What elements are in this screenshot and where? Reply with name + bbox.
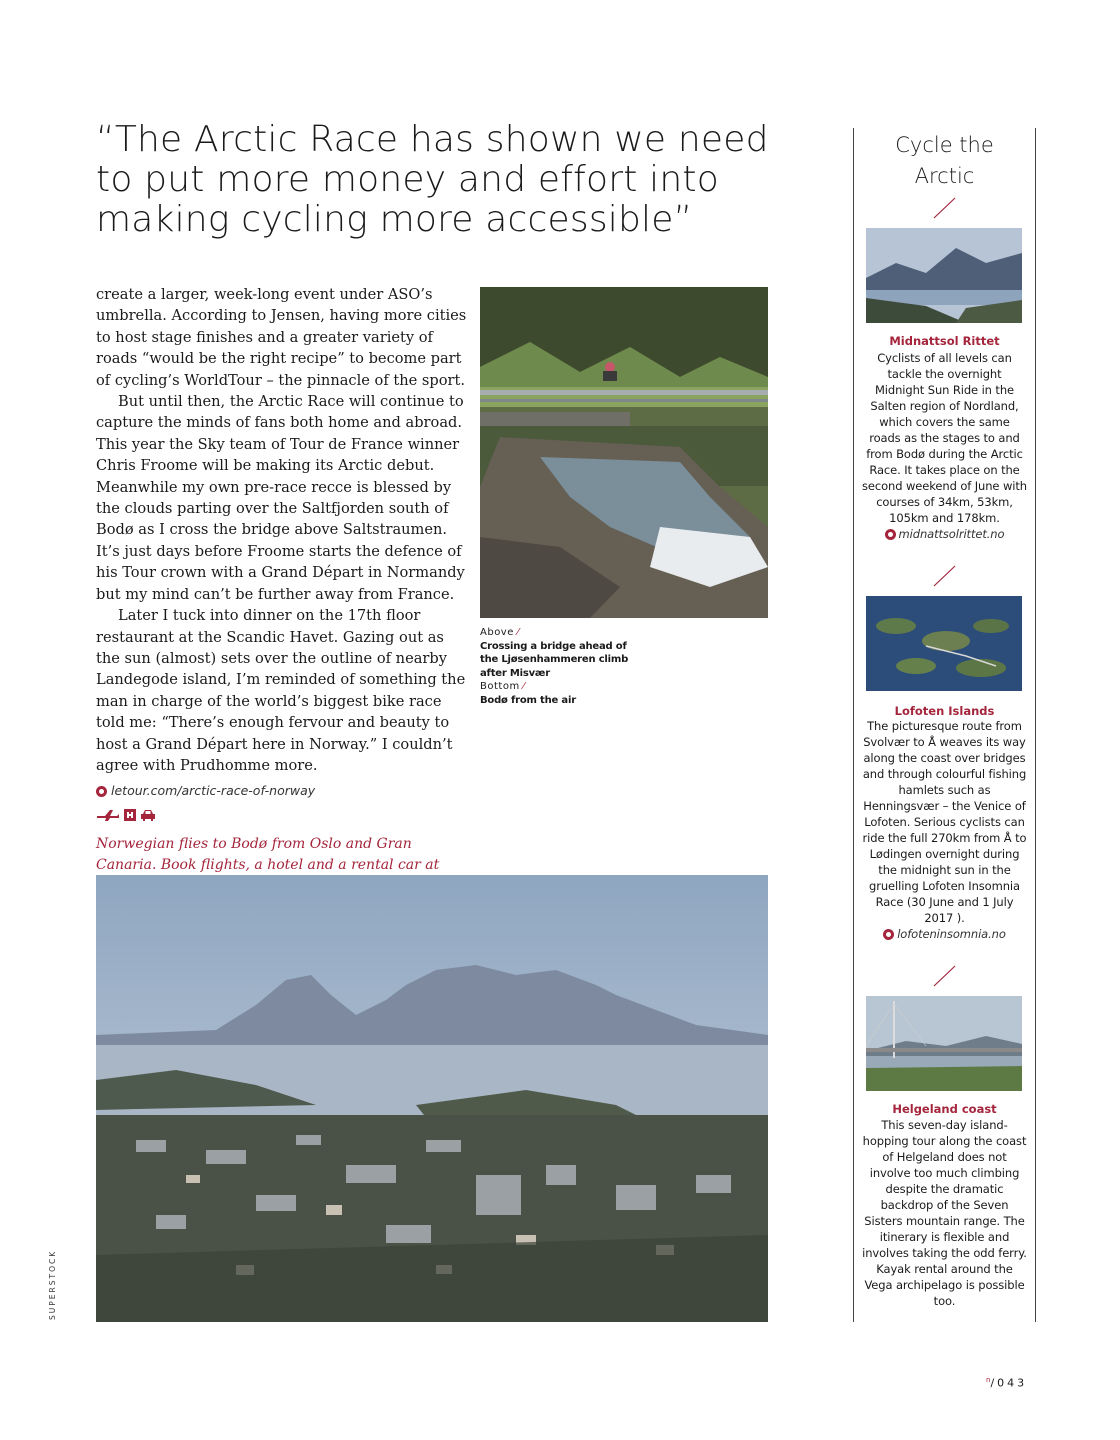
web-link-icon <box>883 929 894 940</box>
sidebar-title <box>854 130 1035 192</box>
sidebar-item-link[interactable] <box>862 526 1027 542</box>
sidebar-item-body: This seven-day island-hopping tour along the coast of Helgeland does not involve too much climbing despite the dramatic backdrop of the Seven Sisters mountain range. The itinerary is flexible and involves taking the odd ferry. Kayak rental around the Vega archipelago is possible too. <box>862 1118 1027 1308</box>
article-weblink-text[interactable]: letour.com/arctic-race-of-norway <box>111 783 316 799</box>
plane-icon <box>96 807 120 828</box>
hotel-icon <box>123 807 137 828</box>
promo-text: Norwegian flies to Bodø from Oslo and Gran Canaria. Book flights, a hotel and a rental car at <box>96 835 440 873</box>
bridge-photo <box>480 287 768 618</box>
caption-bottom-label: Bottom <box>480 681 520 692</box>
article-paragraph: Later I tuck into dinner on the 17th floor restaurant at the Scandic Havet. Gazing out as the sun (almost) sets over the outline of nearby Landegode island, I’m reminded of something the man in charge of the world’s biggest bike race told me: “There’s enough fervour and beauty to host a Grand Départ here in Norway.” I couldn’t agree with Prudhomme more. <box>96 607 466 774</box>
sidebar-item-title: Lofoten Islands <box>894 704 995 718</box>
helgeland-photo <box>866 996 1022 1091</box>
divider-slash <box>854 196 1035 220</box>
photo-caption: Above ⁄ Crossing a bridge ahead of the Ljøsenhammeren climb after Misvær Bottom ⁄ Bodø from the air <box>480 627 629 706</box>
page-number-value: /043 <box>990 1376 1028 1390</box>
divider-slash <box>854 564 1035 588</box>
sidebar-item-link-text[interactable]: lofoteninsomnia.no <box>897 927 1006 941</box>
caption-above-label: Above <box>480 627 514 638</box>
article-paragraph: But until then, the Arctic Race will continue to capture the minds of fans both home and abroad. This year the Sky team of Tour de France winner Chris Froome will be making its Arctic debut. Meanwhile my own pre-race recce is blessed by the clouds parting over the Saltfjorden south of Bodø as I cross the bridge above Saltstraumen. It’s just days before Froome starts the defence of his Tour crown with a Grand Départ in Normandy but my mind can’t be further away from France. <box>96 393 465 603</box>
article-paragraph: create a larger, week-long event under ASO’s umbrella. According to Jensen, having more cities to host stage finishes and a greater variety of roads “would be the right recipe” to become part of cycling’s WorldTour – the pinnacle of the sport. <box>96 286 467 389</box>
pull-quote: “The Arctic Race has shown we need to put more money and effort into making cycling more accessible” <box>96 119 769 240</box>
sidebar-title-line: Arctic <box>914 164 975 188</box>
article-weblink[interactable] <box>96 780 468 801</box>
sidebar-item-body: Cyclists of all levels can tackle the overnight Midnight Sun Ride in the Salten region of Nordland, which covers the same roads as the stages to and from Bodø during the Arctic Race. It takes place on the second weekend of June with courses of 34km, 53km, 105km and 178km. <box>862 351 1027 525</box>
sidebar-item-title: Helgeland coast <box>892 1102 997 1116</box>
midnattsol-photo <box>866 228 1022 323</box>
car-icon <box>140 807 156 828</box>
sidebar-item-text <box>862 350 1027 542</box>
sidebar-item-text <box>862 718 1027 942</box>
divider-slash <box>854 964 1035 988</box>
bodo-aerial-photo <box>96 875 768 1322</box>
travel-icons <box>96 810 468 826</box>
caption-above-text: Crossing a bridge ahead of the Ljøsenhammeren climb after Misvær <box>480 640 629 679</box>
sidebar-item-link-text[interactable]: midnattsolrittet.no <box>898 527 1005 541</box>
page-number <box>986 1376 1027 1390</box>
sidebar-item-text <box>862 1117 1027 1309</box>
page-number-prefix: n <box>986 1376 991 1384</box>
sidebar-item-link[interactable] <box>862 926 1027 942</box>
sidebar-title-line: Cycle the <box>895 133 994 157</box>
caption-bottom-text: Bodø from the air <box>480 694 576 706</box>
web-link-icon <box>885 529 896 540</box>
photo-credit: SUPERSTOCK <box>48 1249 57 1320</box>
lofoten-photo <box>866 596 1022 691</box>
sidebar-item-title: Midnattsol Rittet <box>889 334 1000 348</box>
web-link-icon <box>96 786 107 797</box>
sidebar-item-body: The picturesque route from Svolvær to Å weaves its way along the coast over bridges and through colourful fishing hamlets such as Henningsvær – the Venice of Lofoten. Serious cyclists can ride the full 270km from Å to Lødingen overnight during the midnight sun in the gruelling Lofoten Insomnia Race (30 June and 1 July 2017 ). <box>862 719 1027 925</box>
cycle-the-arctic-sidebar <box>853 128 1036 1322</box>
article-body <box>96 284 468 897</box>
